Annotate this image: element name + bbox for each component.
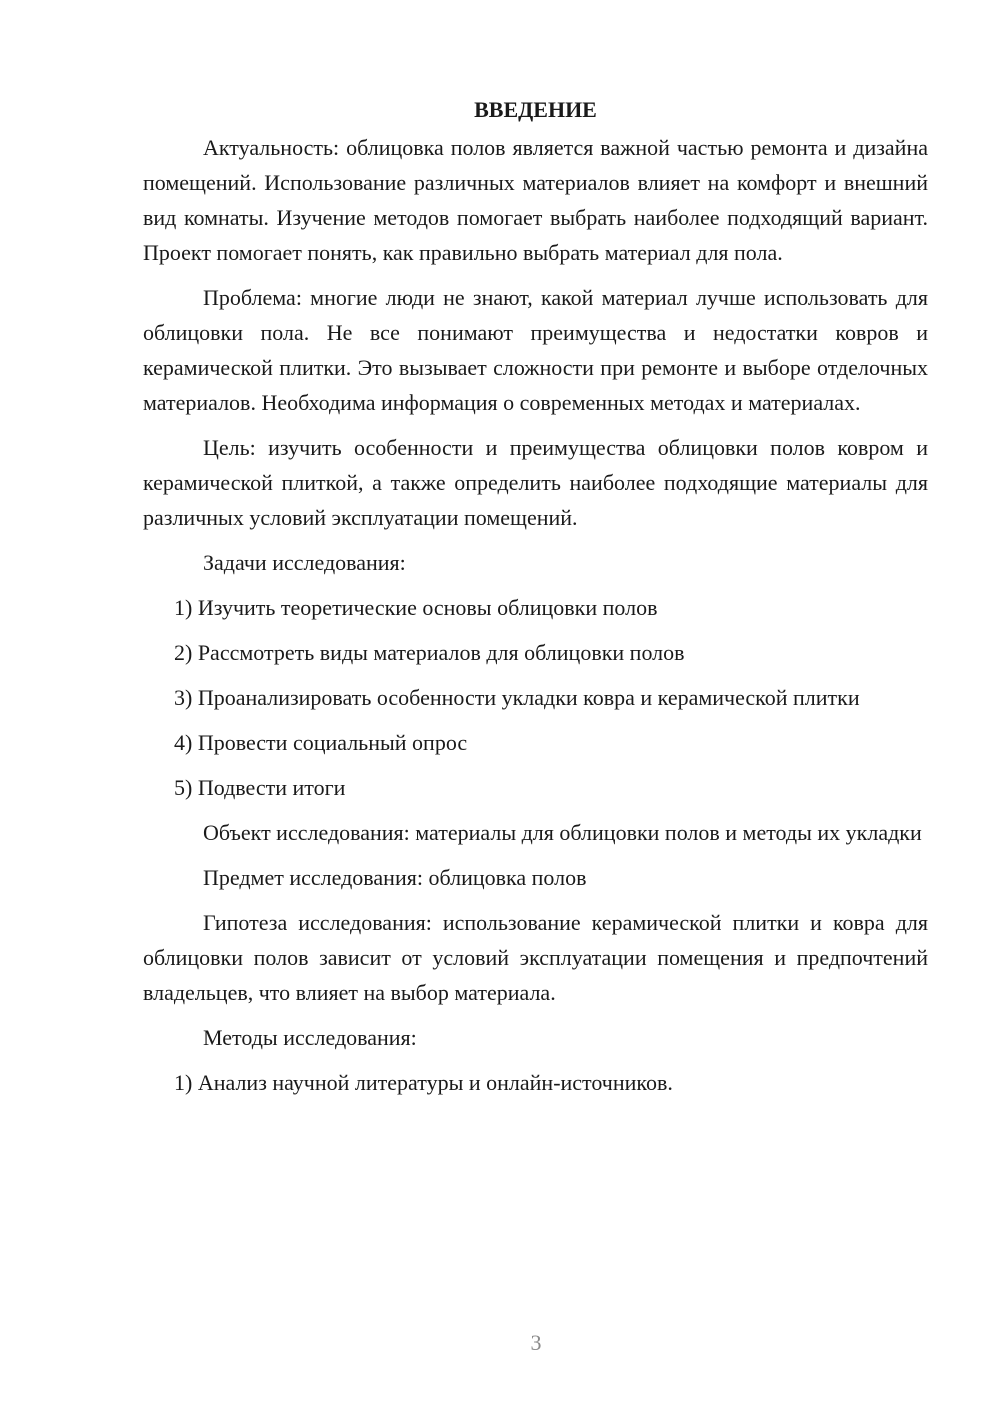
methods-heading: Методы исследования:	[203, 1025, 417, 1050]
task-item-4: 4) Провести социальный опрос	[174, 730, 468, 755]
task-item-1: 1) Изучить теоретические основы облицовки полов	[174, 595, 658, 620]
method-item-1: 1) Анализ научной литературы и онлайн-источников.	[174, 1070, 673, 1095]
subject-paragraph: Предмет исследования: облицовка полов	[203, 865, 587, 890]
problem-paragraph: Проблема: многие люди не знают, какой материал лучше использовать для облицовки пола. Не все понимают преимущества и недостатки ковров и керамической плитки. Это вызывает сложности при ремонте и выборе отделочных материалов. Необходима информация о современных методах и материалах.	[143, 285, 928, 415]
tasks-heading: Задачи исследования:	[203, 550, 406, 575]
page-number: 3	[530, 1330, 542, 1355]
page-title: ВВЕДЕНИЕ	[474, 97, 597, 122]
relevance-paragraph: Актуальность: облицовка полов является важной частью ремонта и дизайна помещений. Использование различных материалов влияет на комфорт и внешний вид комнаты. Изучение методов помогает выбрать наиболее подходящий вариант. Проект помогает понять, как правильно выбрать материал для пола.	[143, 135, 928, 265]
task-item-2: 2) Рассмотреть виды материалов для облицовки полов	[174, 640, 685, 665]
hypothesis-paragraph: Гипотеза исследования: использование керамической плитки и ковра для облицовки полов зависит от условий эксплуатации помещения и предпочтений владельцев, что влияет на выбор материала.	[143, 910, 928, 1005]
object-paragraph: Объект исследования: материалы для облицовки полов и методы их укладки	[203, 820, 922, 845]
task-item-5: 5) Подвести итоги	[174, 775, 346, 800]
task-item-3: 3) Проанализировать особенности укладки ковра и керамической плитки	[174, 685, 860, 710]
page-content	[143, 92, 928, 1110]
goal-paragraph: Цель: изучить особенности и преимущества облицовки полов ковром и керамической плиткой, а также определить наиболее подходящие материалы для различных условий эксплуатации помещений.	[143, 435, 928, 530]
